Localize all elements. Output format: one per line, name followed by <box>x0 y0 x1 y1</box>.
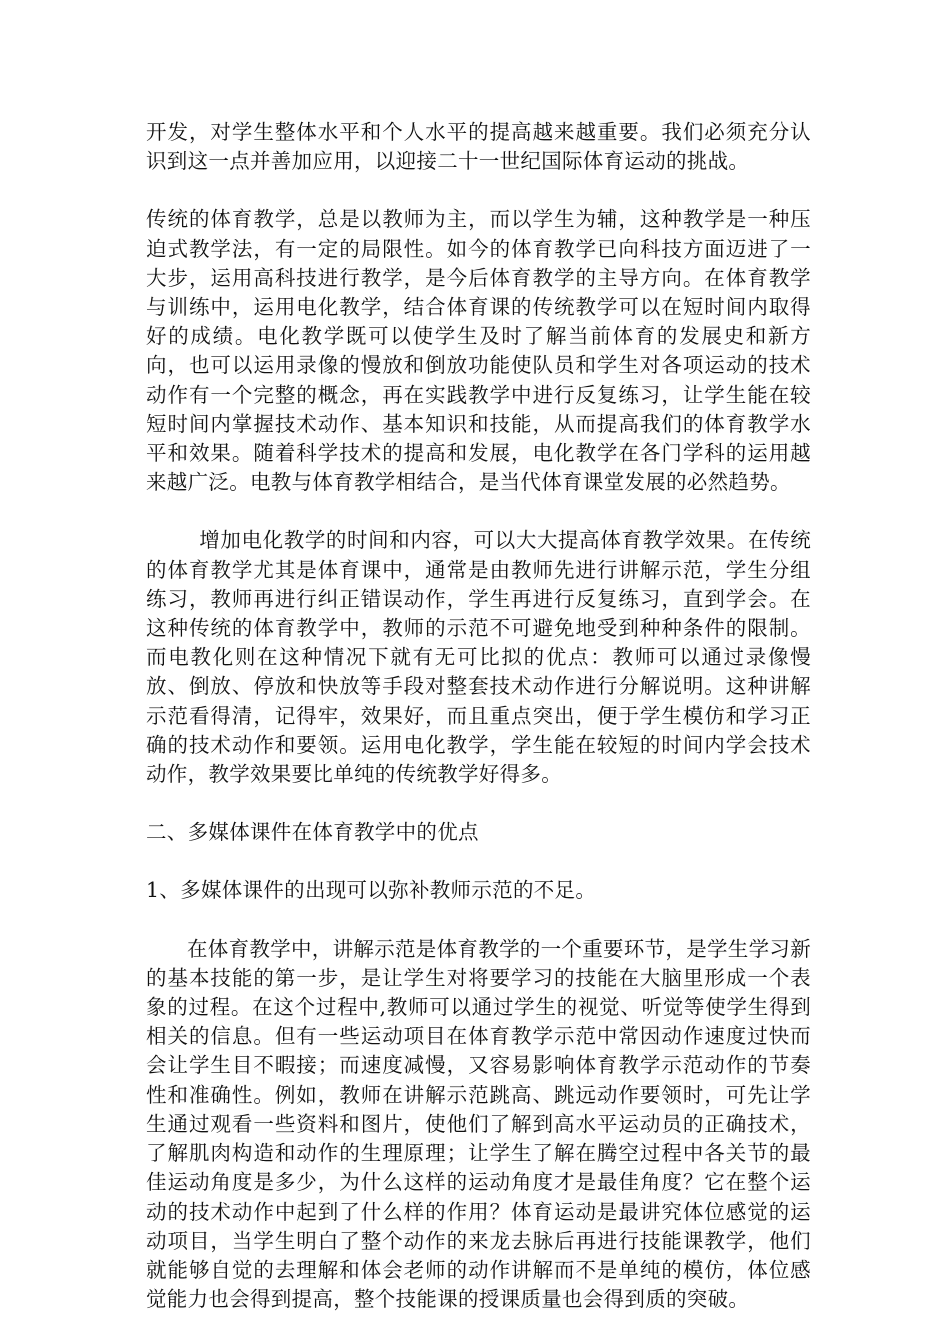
paragraph-electronic-teaching: 增加电化教学的时间和内容，可以大大提高体育教学效果。在传统的体育教学尤其是体育课中，通常是由教师先进行讲解示范，学生分组练习，教师再进行纠正错误动作，学生再进行反复练习，直到学会。在这种传统的体育教学中，教师的示范不可避免地受到种种条件的限制。而电教化则在这种情况下就有无可比拟的优点：教师可以通过录像慢放、倒放、停放和快放等手段对整套技术动作进行分解说明。这种讲解示范看得清，记得牢，效果好，而且重点突出，便于学生模仿和学习正确的技术动作和要领。运用电化教学，学生能在较短的时间内学会技术动作，教学效果要比单纯的传统教学好得多。 <box>146 528 811 787</box>
document-body <box>146 118 811 1343</box>
paragraph-demonstration: 在体育教学中，讲解示范是体育教学的一个重要环节，是学生学习新的基本技能的第一步，是让学生对将要学习的技能在大脑里形成一个表象的过程。在这个过程中,教师可以通过学生的视觉、听觉等使学生得到相关的信息。但有一些运动项目在体育教学示范中常因动作速度过快而会让学生目不暇接；而速度减慢，又容易影响体育教学示范动作的节奏性和准确性。例如，教师在讲解示范跳高、跳远动作要领时，可先让学生通过观看一些资料和图片，使他们了解到高水平运动员的正确技术，了解肌肉构造和动作的生理原理；让学生了解在腾空过程中各关节的最佳运动角度是多少，为什么这样的运动角度才是最佳角度？它在整个运动的技术动作中起到了什么样的作用？体育运动是最讲究体位感觉的运动项目，当学生明白了整个动作的来龙去脉后再进行技能课教学，他们就能够自觉的去理解和体会老师的动作讲解而不是单纯的模仿，体位感觉能力也会得到提高，整个技能课的授课质量也会得到质的突破。 <box>146 936 811 1312</box>
section-heading: 二、多媒体课件在体育教学中的优点 <box>146 820 479 845</box>
paragraph-traditional-teaching: 传统的体育教学，总是以教师为主，而以学生为辅，这种教学是一种压迫式教学法，有一定的局限性。如今的体育教学已向科技方面迈进了一大步，运用高科技进行教学，是今后体育教学的主导方向。在体育教学与训练中，运用电化教学，结合体育课的传统教学可以在短时间内取得好的成绩。电化教学既可以使学生及时了解当前体育的发展史和新方向，也可以运用录像的慢放和倒放功能使队员和学生对各项运动的技术动作有一个完整的概念，再在实践教学中进行反复练习，让学生能在较短时间内掌握技术动作、基本知识和技能，从而提高我们的体育教学水平和效果。随着科学技术的提高和发展，电化教学在各门学科的运用越来越广泛。电教与体育教学相结合，是当代体育课堂发展的必然趋势。 <box>146 207 811 495</box>
paragraph-intro-continuation: 开发，对学生整体水平和个人水平的提高越来越重要。我们必须充分认识到这一点并善加应用，以迎接二十一世纪国际体育运动的挑战。 <box>146 120 811 174</box>
subsection-heading: 1、多媒体课件的出现可以弥补教师示范的不足。 <box>146 878 597 903</box>
